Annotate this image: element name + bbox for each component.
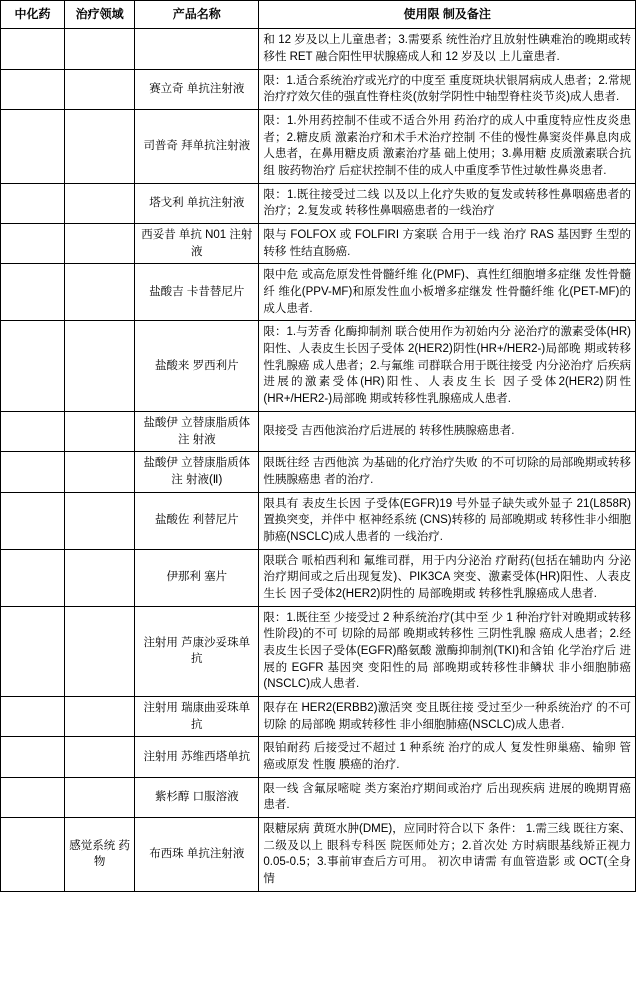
cell-product-name: 盐酸吉 卡昔替尼片 bbox=[135, 264, 259, 321]
cell-therapeutic-area bbox=[65, 110, 135, 184]
cell-usage-restriction: 限既往经 吉西他滨 为基础的化疗治疗失败 的不可切除的局部晚期或转移 性胰腺癌患 者的治疗. bbox=[259, 452, 636, 492]
table-body bbox=[1, 29, 636, 891]
cell-drug-type bbox=[1, 69, 65, 109]
cell-therapeutic-area bbox=[65, 411, 135, 451]
cell-usage-restriction: 限具有 表皮生长因 子受体(EGFR)19 号外显子缺失或外显子 21(L858R)置换突变，并伴中 枢神经系统 (CNS)转移的 局部晚期或 转移性非小细胞肺癌(NSCLC)成人患者的 一线治疗. bbox=[259, 492, 636, 549]
cell-usage-restriction: 限联合 哌柏西利和 氟维司群，用于内分泌治 疗耐药(包括在辅助内 分泌治疗期间或之后出现复发)、PIK3CA 突变、激素受体(HR)阳性、人表皮生长 因子受体2(HER2)阴性的 局部晚期或 转移性乳腺癌成人患者. bbox=[259, 549, 636, 606]
table-row bbox=[1, 321, 636, 411]
cell-product-name: 赛立奇 单抗注射液 bbox=[135, 69, 259, 109]
cell-product-name: 司普奇 拜单抗注射液 bbox=[135, 110, 259, 184]
cell-therapeutic-area bbox=[65, 29, 135, 69]
cell-product-name: 盐酸伊 立替康脂质体注 射液 bbox=[135, 411, 259, 451]
cell-product-name: 布西珠 单抗注射液 bbox=[135, 817, 259, 891]
cell-drug-type bbox=[1, 777, 65, 817]
cell-usage-restriction: 限：1.既往至 少接受过 2 种系统治疗(其中至 少 1 种治疗针对晚期或转移性阶段)的不可 切除的局部 晚期或转移性 三阴性乳腺 癌成人患者；2.经表皮生长因子受体(EGFR)酪氨酸 激酶抑制剂(TKI)和含铂 化学治疗后 进展的 EGFR 基因突 变阳性的局 部晚期或转移性非鳞状 非小细胞肺癌(NSCLC)成人患者. bbox=[259, 606, 636, 696]
cell-drug-type bbox=[1, 606, 65, 696]
cell-drug-type bbox=[1, 817, 65, 891]
cell-therapeutic-area bbox=[65, 183, 135, 223]
cell-product-name: 西妥昔 单抗 N01 注射液 bbox=[135, 224, 259, 264]
table-row bbox=[1, 69, 636, 109]
column-header-usage-restriction: 使用限 制及备注 bbox=[259, 1, 636, 29]
cell-product-name: 盐酸来 罗西利片 bbox=[135, 321, 259, 411]
table-row bbox=[1, 606, 636, 696]
cell-therapeutic-area bbox=[65, 69, 135, 109]
cell-therapeutic-area bbox=[65, 606, 135, 696]
cell-usage-restriction: 限存在 HER2(ERBB2)激活突 变且既往接 受过至少一种系统治疗 的不可切除 的局部晚 期或转移性 非小细胞肺癌(NSCLC)成人患者. bbox=[259, 696, 636, 736]
cell-drug-type bbox=[1, 411, 65, 451]
table-row bbox=[1, 777, 636, 817]
cell-usage-restriction: 限中危 或高危原发性骨髓纤维 化(PMF)、真性红细胞增多症继 发性骨髓纤 维化(PPV-MF)和原发性血小板增多症继发 性骨髓纤维 化(PET-MF)的成人患者. bbox=[259, 264, 636, 321]
table-row bbox=[1, 817, 636, 891]
cell-product-name: 紫杉醇 口服溶液 bbox=[135, 777, 259, 817]
cell-product-name: 注射用 瑞康曲妥珠单抗 bbox=[135, 696, 259, 736]
cell-therapeutic-area bbox=[65, 737, 135, 777]
cell-usage-restriction: 限：1.适合系统治疗或光疗的中度至 重度斑块状银屑病成人患者；2.常规治疗疗效欠佳的强直性脊柱炎(放射学阴性中轴型脊柱炎节炎)成人患者. bbox=[259, 69, 636, 109]
table-row bbox=[1, 696, 636, 736]
column-header-product-name: 产品名称 bbox=[135, 1, 259, 29]
cell-usage-restriction: 限接受 吉西他滨治疗后进展的 转移性胰腺癌患者. bbox=[259, 411, 636, 451]
table-row bbox=[1, 183, 636, 223]
table-row bbox=[1, 549, 636, 606]
table-row bbox=[1, 110, 636, 184]
cell-usage-restriction: 限一线 含氟尿嘧啶 类方案治疗期间或治疗 后出现疾病 进展的晚期胃癌患者. bbox=[259, 777, 636, 817]
table-row bbox=[1, 492, 636, 549]
cell-drug-type bbox=[1, 264, 65, 321]
cell-product-name: 盐酸伊 立替康脂质体注 射液(Ⅱ) bbox=[135, 452, 259, 492]
cell-therapeutic-area bbox=[65, 264, 135, 321]
cell-drug-type bbox=[1, 452, 65, 492]
cell-drug-type bbox=[1, 29, 65, 69]
cell-drug-type bbox=[1, 549, 65, 606]
cell-product-name: 注射用 芦康沙妥珠单抗 bbox=[135, 606, 259, 696]
cell-usage-restriction: 限：1.与芳香 化酶抑制剂 联合使用作为初始内分 泌治疗的激素受体(HR)阳性、人表皮生长因子受体 2(HER2)阴性(HR+/HER2-)局部晚 期或转移性乳腺癌 成人患者；2.与氟维 司群联合用于既往接受 内分泌治疗 后疾病进展的激素受体(HR)阳性、人表皮生长 因子受体2(HER2)阴性(HR+/HER2-)局部晚 期或转移性乳腺癌成人患者. bbox=[259, 321, 636, 411]
table-header-row bbox=[1, 1, 636, 29]
cell-therapeutic-area bbox=[65, 492, 135, 549]
cell-usage-restriction: 限铂耐药 后接受过不超过 1 种系统 治疗的成人 复发性卵巢癌、输卵 管癌或原发 性腹 膜癌的治疗. bbox=[259, 737, 636, 777]
table-row bbox=[1, 224, 636, 264]
cell-product-name: 注射用 苏维西塔单抗 bbox=[135, 737, 259, 777]
cell-therapeutic-area bbox=[65, 696, 135, 736]
cell-therapeutic-area: 感觉系统 药物 bbox=[65, 817, 135, 891]
cell-therapeutic-area bbox=[65, 452, 135, 492]
column-header-therapeutic-area: 治疗领域 bbox=[65, 1, 135, 29]
table-row bbox=[1, 452, 636, 492]
cell-usage-restriction: 限糖尿病 黄斑水肿(DME)，应同时符合以下 条件： 1.需三线 既往方案、二级及以上 眼科专科医 院医师处方；2.首次处 方时病眼基线矫正视力 0.05-0.5；3.事前审查后方可用。 初次申请需 有血管造影 或 OCT(全身情 bbox=[259, 817, 636, 891]
cell-therapeutic-area bbox=[65, 777, 135, 817]
cell-drug-type bbox=[1, 492, 65, 549]
cell-product-name: 盐酸佐 利替尼片 bbox=[135, 492, 259, 549]
column-header-drug-type: 中化药 bbox=[1, 1, 65, 29]
cell-drug-type bbox=[1, 183, 65, 223]
cell-product-name: 塔戈利 单抗注射液 bbox=[135, 183, 259, 223]
cell-usage-restriction: 限：1.既往接受过二线 以及以上化疗失败的复发或转移性鼻咽癌患者的治疗；2.复发或 转移性鼻咽癌患者的一线治疗 bbox=[259, 183, 636, 223]
cell-drug-type bbox=[1, 321, 65, 411]
table-row bbox=[1, 411, 636, 451]
cell-drug-type bbox=[1, 737, 65, 777]
cell-product-name bbox=[135, 29, 259, 69]
cell-usage-restriction: 限：1.外用药控制不佳或不适合外用 药治疗的成人中重度特应性皮炎患者；2.糖皮质 激素治疗和术手术治疗控制 不佳的慢性鼻窦炎伴鼻息肉成人患者，在鼻用糖皮质 激素治疗基 础上使用；3.鼻用糖 皮质激素联合抗组 胺药物治疗 后症状控制不佳的成人中重度季节性过敏性鼻炎患者. bbox=[259, 110, 636, 184]
table-row bbox=[1, 264, 636, 321]
cell-drug-type bbox=[1, 696, 65, 736]
cell-usage-restriction: 限与 FOLFOX 或 FOLFIRI 方案联 合用于一线 治疗 RAS 基因野 生型的转移 性结直肠癌. bbox=[259, 224, 636, 264]
cell-drug-type bbox=[1, 110, 65, 184]
table-row bbox=[1, 29, 636, 69]
cell-drug-type bbox=[1, 224, 65, 264]
cell-therapeutic-area bbox=[65, 321, 135, 411]
cell-therapeutic-area bbox=[65, 224, 135, 264]
cell-product-name: 伊那利 塞片 bbox=[135, 549, 259, 606]
cell-therapeutic-area bbox=[65, 549, 135, 606]
table-row bbox=[1, 737, 636, 777]
cell-usage-restriction: 和 12 岁及以上儿童患者；3.需要系 统性治疗且放射性碘难治的晚期或转 移性 RET 融合阳性甲状腺癌成人和 12 岁及以 上儿童患者. bbox=[259, 29, 636, 69]
